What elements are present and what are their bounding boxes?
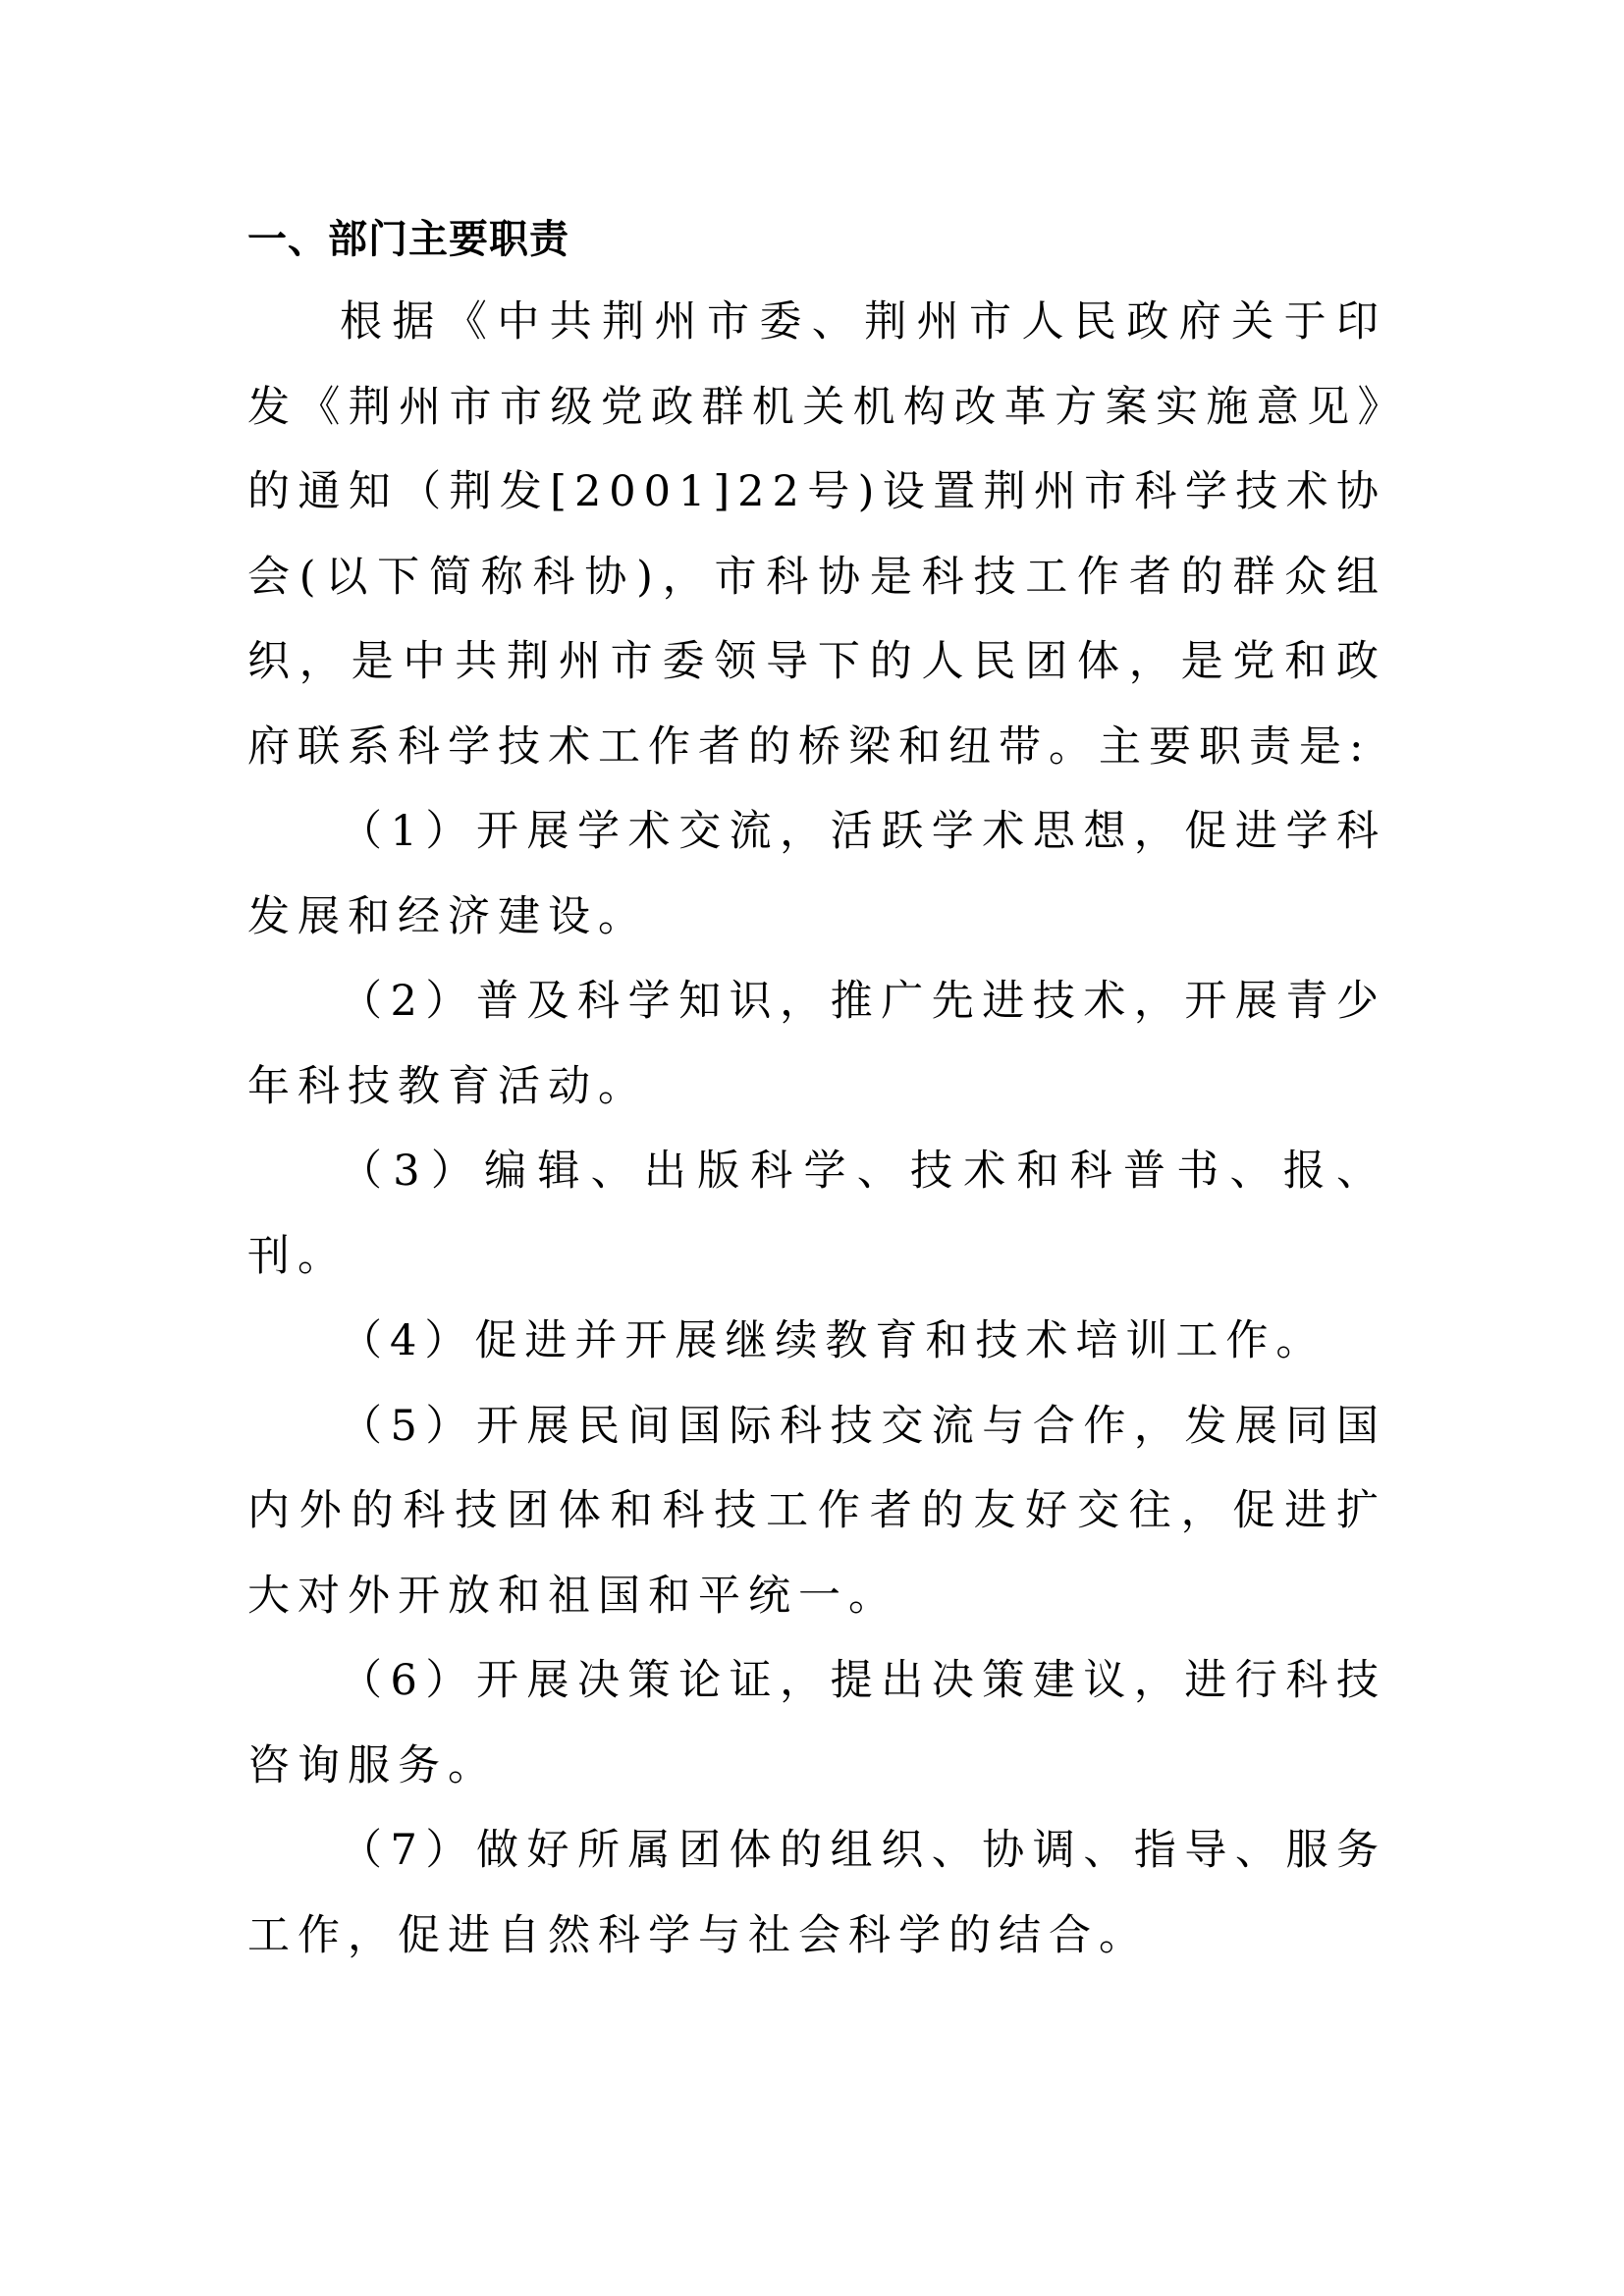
duty-item-4: （4）促进并开展继续教育和技术培训工作。	[340, 1316, 1326, 1365]
intro-paragraph: 根据《中共荆州市委、荆州市人民政府关于印发《荆州市市级党政群机关机构改革方案实施意见》的通知（荆发[2001]22号)设置荆州市科学技术协会(以下简称科协)，市科协是科技工作者的群众组织，是中共荆州市委领导下的人民团体，是党和政府联系科学技术工作者的桥梁和纽带。主要职责是:	[247, 297, 1386, 772]
duty-item-1: （1）开展学术交流，活跃学术思想，促进学科发展和经济建设。	[247, 807, 1386, 941]
duty-item-7: （7）做好所属团体的组织、协调、指导、服务工作，促进自然科学与社会科学的结合。	[247, 1826, 1386, 1960]
duty-item-2: （2）普及科学知识，推广先进技术，开展青少年科技教育活动。	[247, 977, 1386, 1111]
duty-item-6: （6）开展决策论证，提出决策建议，进行科技咨询服务。	[247, 1656, 1386, 1790]
document-body	[247, 280, 1386, 1978]
duty-item-5: （5）开展民间国际科技交流与合作，发展同国内外的科技团体和科技工作者的友好交往，促进扩大对外开放和祖国和平统一。	[247, 1401, 1386, 1621]
duty-item-3: （3）编辑、出版科学、技术和科普书、报、刊。	[247, 1147, 1386, 1281]
section-heading: 一、部门主要职责	[247, 217, 569, 262]
